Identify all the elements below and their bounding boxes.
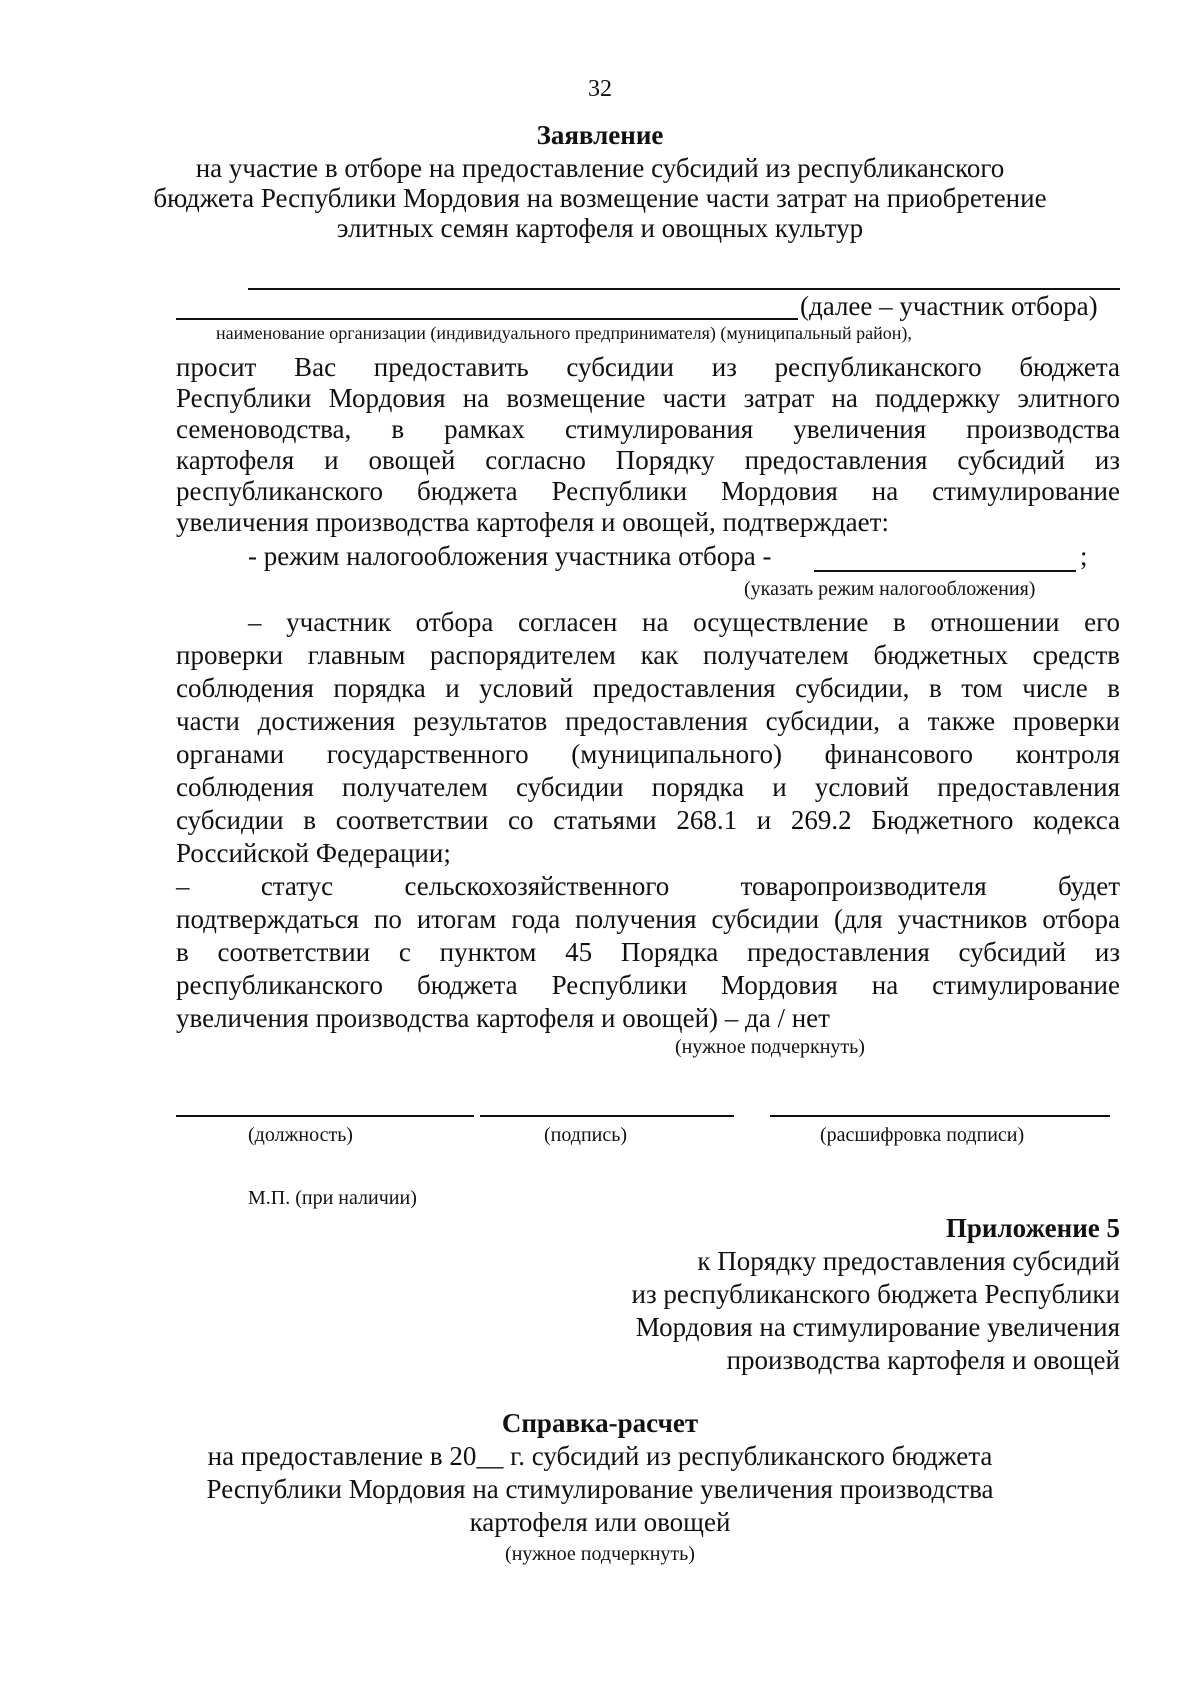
consent-line: органами государственного (муниципального) финансового контроля — [176, 739, 1120, 769]
consent-line: части достижения результатов предоставления субсидии, а также проверки — [176, 706, 1120, 736]
body-line: семеноводства, в рамках стимулирования увеличения производства — [176, 414, 1120, 444]
appendix-line: Мордовия на стимулирование увеличения — [635, 1312, 1120, 1342]
body-line: просит Вас предоставить субсидии из республиканского бюджета — [176, 352, 1120, 382]
consent-line: проверки главным распорядителем как получателем бюджетных средств — [176, 640, 1120, 670]
tax-regime-blank-line — [814, 570, 1076, 572]
application-title: Заявление — [536, 120, 664, 150]
participant-name-blank-line — [176, 318, 798, 320]
signature-blank-line — [480, 1115, 734, 1117]
appendix-title: Приложение 5 — [945, 1213, 1120, 1243]
status-line: подтверждаться по итогам года получения субсидии (для участников отбора — [176, 904, 1120, 934]
appendix-line: производства картофеля и овощей — [726, 1345, 1120, 1375]
calculation-line: картофеля или овощей — [469, 1507, 731, 1537]
appendix-line: к Порядку предоставления субсидий — [697, 1246, 1120, 1276]
status-line: республиканского бюджета Республики Мордовия на стимулирование — [176, 970, 1120, 1000]
page-number: 32 — [588, 76, 612, 102]
application-subtitle-line: бюджета Республики Мордовия на возмещение части затрат на приобретение — [153, 183, 1047, 213]
calculation-title: Справка-расчет — [501, 1408, 699, 1438]
calculation-line: Республики Мордовия на стимулирование увеличения производства — [206, 1474, 994, 1504]
participant-name-blank-line — [248, 288, 1120, 290]
application-subtitle-line: элитных семян картофеля и овощных культур — [336, 213, 864, 243]
participant-suffix: (далее – участник отбора) — [800, 291, 1098, 321]
application-subtitle-line: на участие в отборе на предоставление субсидий из республиканского — [195, 153, 1005, 183]
participant-caption: наименование организации (индивидуального предпринимателя) (муниципальный район), — [216, 323, 912, 343]
appendix-line: из республиканского бюджета Республики — [631, 1279, 1120, 1309]
status-line: увеличения производства картофеля и овощей) – да / нет — [176, 1003, 830, 1033]
consent-line: Российской Федерации; — [176, 838, 451, 868]
consent-line: субсидии в соответствии со статьями 268.1 и 269.2 Бюджетного кодекса — [176, 805, 1120, 835]
decoding-blank-line — [770, 1115, 1110, 1117]
stamp-label: М.П. (при наличии) — [248, 1187, 417, 1209]
status-line: – статус сельскохозяйственного товаропроизводителя будет — [176, 871, 1120, 901]
tax-regime-label: - режим налогообложения участника отбора - — [248, 541, 772, 571]
calculation-line: на предоставление в 20__ г. субсидий из республиканского бюджета — [207, 1441, 993, 1471]
body-line: Республики Мордовия на возмещение части затрат на поддержку элитного — [176, 383, 1120, 413]
body-line: картофеля и овощей согласно Порядку предоставления субсидий из — [176, 445, 1120, 475]
underline-caption: (нужное подчеркнуть) — [675, 1036, 865, 1058]
consent-line: соблюдения получателем субсидии порядка и условий предоставления — [176, 772, 1120, 802]
consent-line: – участник отбора согласен на осуществление в отношении его — [248, 607, 1120, 637]
tax-regime-caption: (указать режим налогообложения) — [744, 578, 1036, 600]
consent-line: соблюдения порядка и условий предоставления субсидии, в том числе в — [176, 673, 1120, 703]
body-line: республиканского бюджета Республики Мордовия на стимулирование — [176, 476, 1120, 506]
tax-regime-end: ; — [1080, 541, 1088, 571]
calculation-caption: (нужное подчеркнуть) — [505, 1543, 695, 1565]
decoding-caption: (расшифровка подписи) — [820, 1124, 1025, 1146]
position-blank-line — [176, 1115, 474, 1117]
status-line: в соответствии с пунктом 45 Порядка предоставления субсидий из — [176, 937, 1120, 967]
position-caption: (должность) — [248, 1124, 353, 1146]
signature-caption: (подпись) — [544, 1124, 628, 1146]
body-line: увеличения производства картофеля и овощей, подтверждает: — [176, 507, 889, 537]
